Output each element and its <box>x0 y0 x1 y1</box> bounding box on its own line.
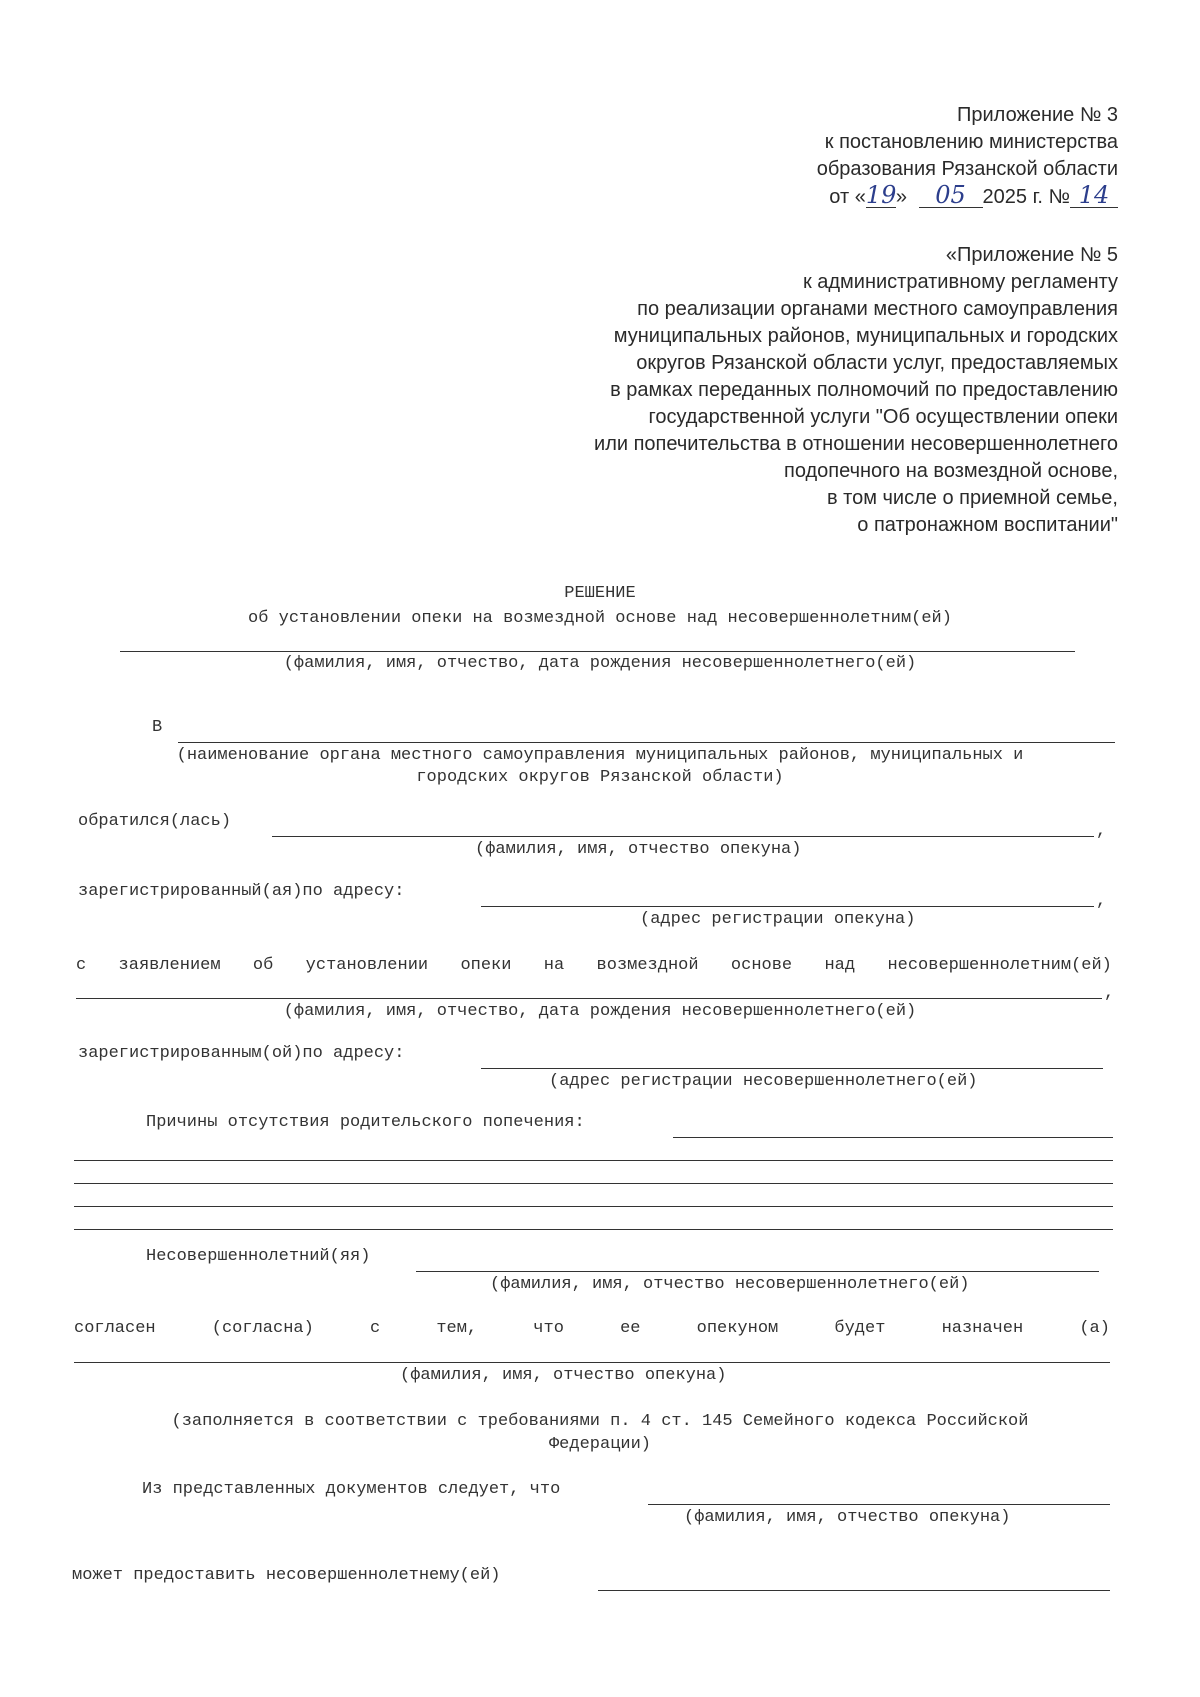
appendix-5-line: в рамках переданных полномочий по предоставлению <box>610 379 1118 401</box>
appendix-5-line: округов Рязанской области услуг, предоставляемых <box>636 352 1118 374</box>
note-line-2: Федерации) <box>548 1435 652 1454</box>
appendix-3-header <box>817 102 1118 211</box>
minor-name-line-3 <box>416 1271 1099 1272</box>
caption-authority-1: (наименование органа местного самоуправления муниципальных районов, муниципальных и <box>176 746 1024 765</box>
registered-guardian-label: зарегистрированный(ая)по адресу: <box>78 882 405 901</box>
word: (а) <box>1079 1319 1110 1338</box>
appendix-5-line: по реализации органами местного самоуправления <box>637 298 1118 320</box>
provide-line <box>598 1590 1110 1591</box>
reasons-line-1 <box>673 1137 1113 1138</box>
appendix-5-line: в том числе о приемной семье, <box>826 487 1118 509</box>
word: на <box>543 956 565 975</box>
comma-mark: , <box>1096 822 1107 841</box>
reasons-line-3 <box>74 1183 1113 1184</box>
word: ее <box>620 1319 641 1338</box>
appendix-3-line-2: к постановлению министерства <box>824 131 1118 153</box>
word: несовершеннолетним(ей) <box>887 956 1112 975</box>
appendix-5-line: подопечного на возмездной основе, <box>783 460 1118 482</box>
comma-mark: , <box>1096 892 1107 911</box>
minor-label: Несовершеннолетний(яя) <box>146 1247 371 1266</box>
statement-line <box>76 956 1112 975</box>
decision-title: РЕШЕНИЕ <box>564 584 636 603</box>
caption-guardian-address: (адрес регистрации опекуна) <box>640 910 916 929</box>
authority-line <box>178 742 1115 743</box>
word: тем, <box>436 1319 478 1338</box>
appendix-5-line: о патронажном воспитании" <box>857 514 1118 536</box>
reasons-label: Причины отсутствия родительского попечения: <box>146 1113 585 1132</box>
minor-address-line <box>481 1068 1103 1069</box>
appendix-3-line-3: образования Рязанской области <box>816 158 1118 180</box>
word: заявлением <box>118 956 221 975</box>
caption-guardian-name-1: (фамилия, имя, отчество опекуна) <box>475 840 802 859</box>
date-mid: » <box>895 186 907 208</box>
guardian-address-line <box>481 906 1094 907</box>
date-prefix: от « <box>829 186 866 208</box>
word: над <box>824 956 856 975</box>
caption-minor-name-2: (фамилия, имя, отчество, дата рождения несовершеннолетнего(ей) <box>283 1002 917 1021</box>
appendix-3-date-line <box>817 183 1118 211</box>
applied-label: обратился(лась) <box>78 812 232 831</box>
caption-guardian-name-2: (фамилия, имя, отчество опекуна) <box>400 1366 727 1385</box>
caption-minor-address: (адрес регистрации несовершеннолетнего(ей) <box>549 1072 978 1091</box>
word: об <box>252 956 274 975</box>
provide-label: может предоставить несовершеннолетнему(ей) <box>72 1566 501 1585</box>
appendix-5-line: «Приложение № 5 <box>945 244 1118 266</box>
caption-minor-name-3: (фамилия, имя, отчество несовершеннолетнего(ей) <box>490 1275 970 1294</box>
caption-minor-name-1: (фамилия, имя, отчество, дата рождения несовершеннолетнего(ей) <box>283 654 917 673</box>
word: будет <box>834 1319 886 1338</box>
reasons-line-2 <box>74 1160 1113 1161</box>
in-label: В <box>152 718 163 737</box>
word: с <box>369 1319 381 1338</box>
word: основе <box>730 956 793 975</box>
documents-label: Из представленных документов следует, что <box>142 1480 561 1499</box>
reasons-line-5 <box>74 1229 1113 1230</box>
word: что <box>533 1319 564 1338</box>
appendix-5-line: муниципальных районов, муниципальных и городских <box>613 325 1118 347</box>
reasons-line-4 <box>74 1206 1113 1207</box>
caption-guardian-name-3: (фамилия, имя, отчество опекуна) <box>684 1508 1011 1527</box>
handwritten-day: 19 <box>865 181 897 209</box>
caption-authority-2: городских округов Рязанской области) <box>416 768 784 787</box>
appendix-5-line: государственной услуги "Об осуществлении опеки <box>648 406 1118 428</box>
minor-name-line-2 <box>76 998 1102 999</box>
minor-name-line <box>120 651 1075 652</box>
comma-mark: , <box>1104 984 1115 1003</box>
word: опеки <box>460 956 512 975</box>
word: назначен <box>941 1319 1024 1338</box>
guardian-name-line <box>272 836 1094 837</box>
guardian-name-line-2 <box>74 1362 1110 1363</box>
date-year: 2025 г. № <box>982 186 1070 208</box>
guardian-name-line-3 <box>648 1504 1110 1505</box>
word: опекуном <box>696 1319 779 1338</box>
word: возмездной <box>596 956 699 975</box>
appendix-3-title: Приложение № 3 <box>957 104 1118 126</box>
appendix-5-line: к административному регламенту <box>802 271 1118 293</box>
handwritten-number: 14 <box>1070 183 1118 208</box>
note-line-1: (заполняется в соответствии с требованиями п. 4 ст. 145 Семейного кодекса Российской <box>171 1412 1029 1431</box>
word: установлении <box>305 956 429 975</box>
word: согласен <box>74 1319 156 1338</box>
appendix-5-header <box>594 242 1118 539</box>
registered-minor-label: зарегистрированным(ой)по адресу: <box>78 1044 405 1063</box>
appendix-5-line: или попечительства в отношении несовершеннолетнего <box>594 433 1118 455</box>
word: с <box>76 956 87 975</box>
handwritten-month: 05 <box>919 183 983 208</box>
word: (согласна) <box>211 1319 314 1338</box>
decision-subtitle: об установлении опеки на возмездной основе над несовершеннолетним(ей) <box>248 609 952 628</box>
consent-line <box>74 1319 1110 1338</box>
